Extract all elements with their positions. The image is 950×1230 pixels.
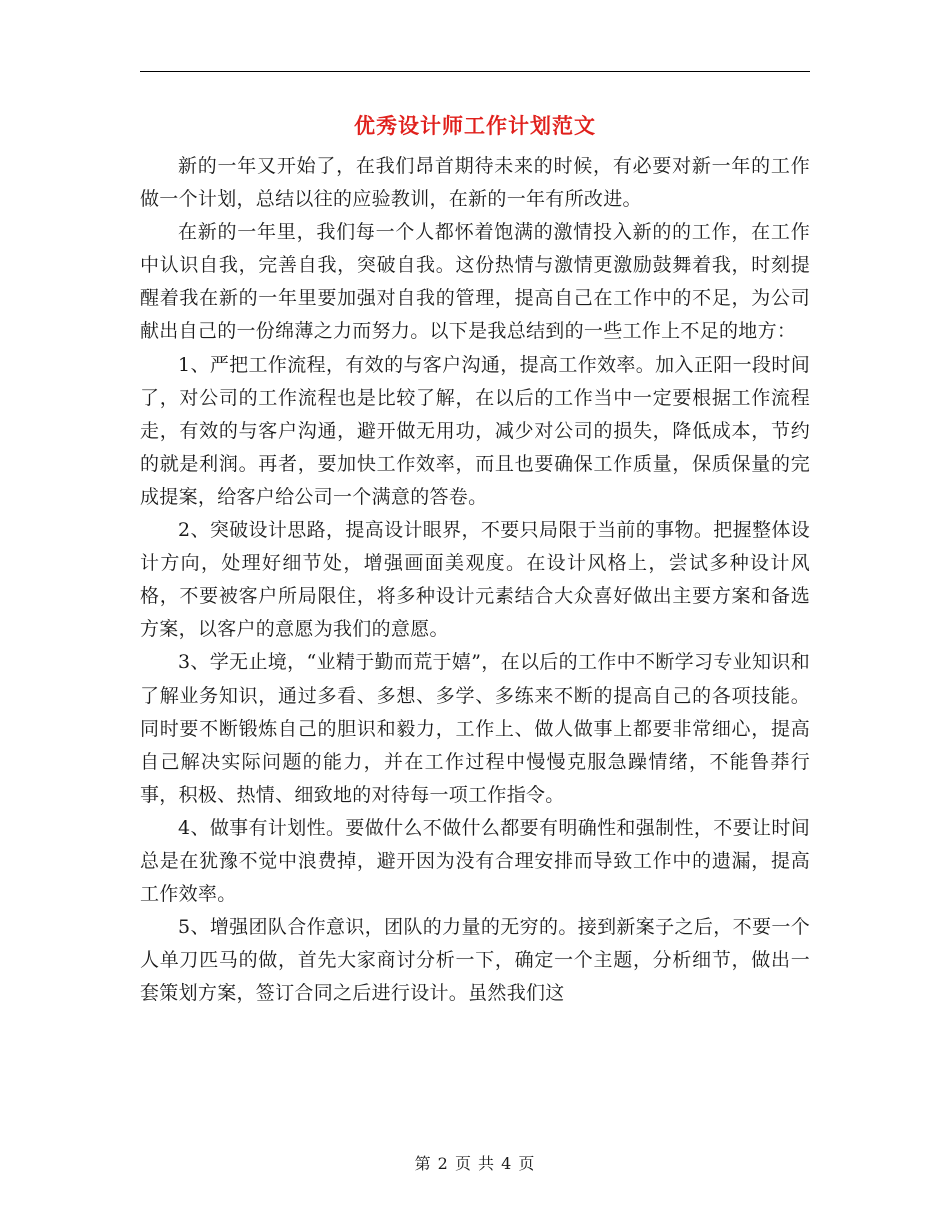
page-number-footer: 第 2 页 共 4 页 [414, 1154, 536, 1173]
paragraph-item-2: 2、突破设计思路，提高设计眼界，不要只局限于当前的事物。把握整体设计方向，处理好细节处，增强画面美观度。在设计风格上，尝试多种设计风格，不要被客户所局限住，将多种设计元素结合大众喜好做出主要方案和备选方案，以客户的意愿为我们的意愿。 [140, 519, 810, 641]
paragraph-new-year: 在新的一年里，我们每一个人都怀着饱满的激情投入新的的工作，在工作中认识自我，完善自我，突破自我。这份热情与激情更激励鼓舞着我，时刻提醒着我在新的一年里要加强对自我的管理，提高自己在工作中的不足，为公司献出自己的一份绵薄之力而努力。以下是我总结到的一些工作上不足的地方： [140, 221, 810, 343]
paragraph-item-1: 1、严把工作流程，有效的与客户沟通，提高工作效率。加入正阳一段时间了，对公司的工作流程也是比较了解，在以后的工作当中一定要根据工作流程走，有效的与客户沟通，避开做无用功，减少对公司的损失，降低成本，节约的就是利润。再者，要加快工作效率，而且也要确保工作质量，保质保量的完成提案，给客户给公司一个满意的答卷。 [140, 353, 810, 508]
paragraph-intro: 新的一年又开始了，在我们昂首期待未来的时候，有必要对新一年的工作做一个计划，总结以往的应验教训，在新的一年有所改进。 [140, 155, 810, 211]
paragraph-item-4: 4、做事有计划性。要做什么不做什么都要有明确性和强制性，不要让时间总是在犹豫不觉中浪费掉，避开因为没有合理安排而导致工作中的遗漏，提高工作效率。 [140, 816, 810, 906]
document-title: 优秀设计师工作计划范文 [354, 114, 596, 138]
paragraph-item-5: 5、增强团队合作意识，团队的力量的无穷的。接到新案子之后，不要一个人单刀匹马的做，首先大家商讨分析一下，确定一个主题，分析细节，做出一套策划方案，签订合同之后进行设计。虽然我们这 [140, 916, 810, 1005]
document-body [140, 150, 810, 1010]
header-rule [140, 71, 810, 72]
paragraph-item-3: 3、学无止境，“业精于勤而荒于嬉”，在以后的工作中不断学习专业知识和了解业务知识，通过多看、多想、多学、多练来不断的提高自己的各项技能。同时要不断锻炼自己的胆识和毅力，工作上、做人做事上都要非常细心，提高自己解决实际问题的能力，并在工作过程中慢慢克服急躁情绪，不能鲁莽行事，积极、热情、细致地的对待每一项工作指令。 [140, 651, 810, 806]
